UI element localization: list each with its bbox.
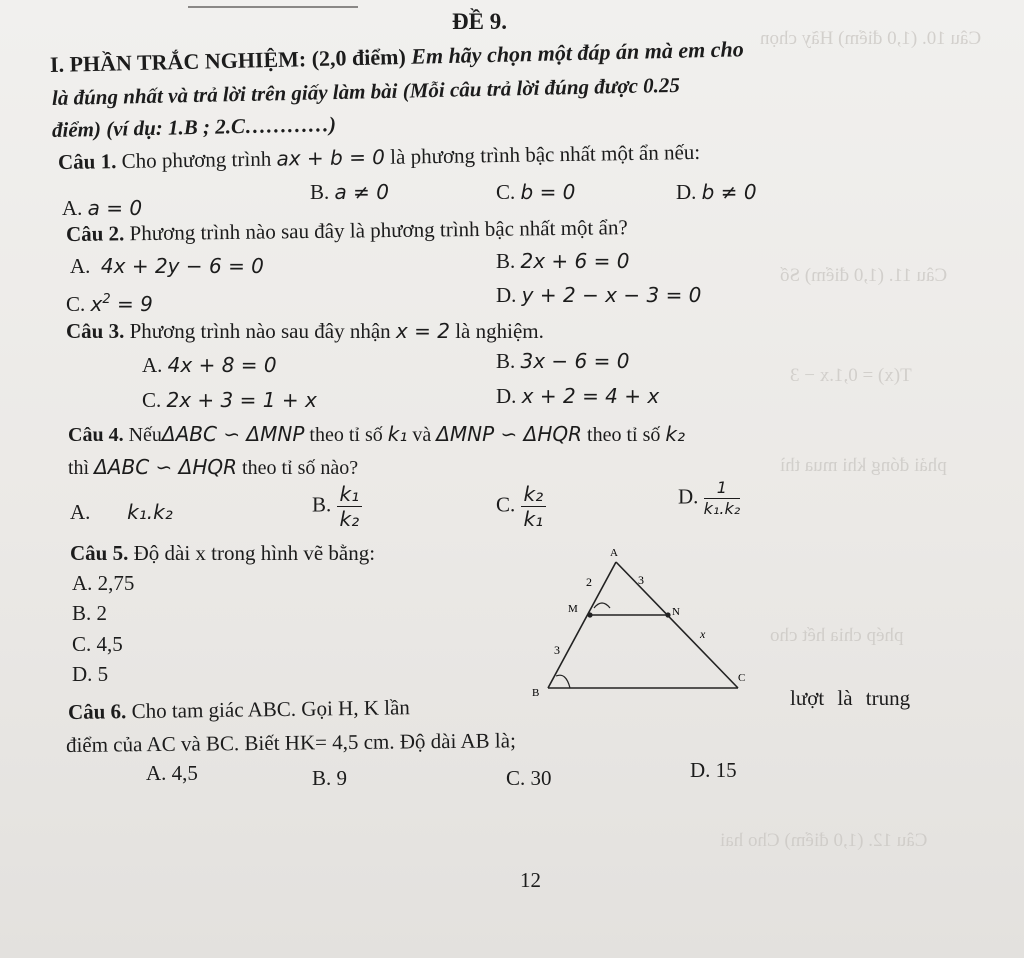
q6-option-c: C. 30 bbox=[506, 766, 552, 790]
q3-option-a: A. 4x + 8 = 0 bbox=[142, 353, 277, 377]
bleed-through-text: T(x) = 0,1.x − 3 bbox=[790, 365, 912, 386]
q6-option-b: B. 9 bbox=[312, 766, 348, 790]
label-b: B bbox=[532, 687, 540, 699]
math-expression: x = 2 bbox=[395, 319, 450, 343]
label-nc: x bbox=[700, 627, 706, 641]
bleed-through-text: Câu 11. (1,0 điểm) Số bbox=[780, 265, 948, 286]
q5-option-b: B. 2 bbox=[72, 601, 108, 625]
question-number: Câu 3. bbox=[66, 319, 125, 343]
bleed-through-text: Câu 10. (1,0 điểm) Hãy chọn bbox=[760, 28, 982, 49]
question-text: là nghiệm. bbox=[455, 319, 544, 343]
q5-option-a: A. 2,75 bbox=[72, 571, 135, 595]
section-heading bbox=[50, 36, 744, 78]
q5-option-c: C. 4,5 bbox=[72, 632, 123, 656]
side-ac bbox=[616, 562, 738, 688]
exam-title: ĐỀ 9. bbox=[452, 9, 507, 34]
q3-option-d: D. x + 2 = 4 + x bbox=[496, 384, 660, 408]
question-number: Câu 1. bbox=[57, 149, 117, 174]
q5-option-d: D. 5 bbox=[72, 662, 109, 686]
bleed-through-text: phải đóng khi mua thì bbox=[780, 455, 947, 476]
question-number: Câu 2. bbox=[65, 221, 125, 246]
q2-option-c: C. $x^2 = 9$ bbox=[66, 292, 153, 316]
section-instruction: Em hãy chọn một đáp án mà em cho bbox=[410, 36, 744, 69]
question-text: là phương trình bậc nhất một ẩn nếu: bbox=[389, 139, 701, 169]
point-m bbox=[587, 612, 592, 617]
top-rule bbox=[188, 6, 358, 8]
question-number: Câu 4. bbox=[68, 424, 124, 446]
question-text: Độ dài x trong hình vẽ bằng: bbox=[133, 541, 376, 565]
bleed-through-text: phép chia hết cho bbox=[770, 625, 904, 646]
section-instruction-line3: điểm) (ví dụ: 1.B ; 2.C…………) bbox=[51, 112, 337, 142]
label-a: A bbox=[610, 547, 618, 559]
question-6 bbox=[68, 695, 410, 725]
question-text: Phương trình nào sau đây là phương trình bậc nhất một ẩn? bbox=[129, 215, 628, 246]
q1-option-b: B. a ≠ 0 bbox=[310, 180, 389, 204]
question-1 bbox=[58, 140, 701, 175]
question-6-line2: điểm của AC và BC. Biết HK= 4,5 cm. Độ dài AB là; bbox=[65, 728, 516, 757]
q1-option-d: D. b ≠ 0 bbox=[676, 180, 757, 204]
question-4: Câu 4. NếuΔABC ∽ ΔMNP theo tỉ số k₁ và ΔMNP ∽ ΔHQR theo tỉ số k₂ bbox=[68, 422, 685, 446]
q2-option-a: A. 4x + 2y − 6 = 0 bbox=[70, 254, 264, 278]
label-mb: 3 bbox=[554, 643, 560, 657]
question-2 bbox=[66, 215, 628, 247]
math-expression: ax + b = 0 bbox=[276, 144, 386, 171]
question-5 bbox=[70, 541, 375, 566]
question-text: Phương trình nào sau đây nhận bbox=[129, 319, 391, 343]
label-c: C bbox=[738, 672, 746, 684]
question-4-line2: thì ΔABC ∽ ΔHQR theo tỉ số nào? bbox=[68, 455, 359, 479]
q4-option-d: D. $\frac{1}{\text{k₁.k₂}}$ bbox=[678, 478, 741, 518]
angle-arc-b bbox=[556, 675, 570, 688]
question-number: Câu 5. bbox=[70, 541, 129, 565]
q3-option-b: B. 3x − 6 = 0 bbox=[496, 349, 630, 373]
q4-option-b: B. $\frac{\text{k₁}}{\text{k₂}}$ bbox=[312, 484, 362, 529]
section-title: I. PHẦN TRẮC NGHIỆM: (2,0 điểm) bbox=[49, 43, 407, 77]
label-n: N bbox=[672, 606, 680, 618]
q1-option-a: A. a = 0 bbox=[62, 196, 143, 220]
triangle-figure bbox=[520, 540, 770, 700]
q2-option-b: B. 2x + 6 = 0 bbox=[496, 249, 630, 273]
question-number: Câu 6. bbox=[67, 699, 127, 724]
page-number: 12 bbox=[520, 868, 541, 892]
q4-option-a: A. k₁.k₂ bbox=[70, 500, 173, 524]
point-n bbox=[665, 612, 670, 617]
label-am: 2 bbox=[586, 575, 592, 589]
question-6-continued: lượt là trung bbox=[790, 686, 911, 710]
label-an: 3 bbox=[638, 573, 644, 587]
question-text: Cho tam giác ABC. Gọi H, K lần bbox=[131, 695, 410, 724]
q6-option-d: D. 15 bbox=[690, 758, 737, 782]
q2-option-d: D. y + 2 − x − 3 = 0 bbox=[496, 283, 702, 307]
bleed-through-text: Câu 12. (1,0 điểm) Cho hai bbox=[720, 830, 928, 851]
side-ab bbox=[548, 562, 616, 688]
question-3 bbox=[66, 319, 544, 344]
angle-arc-m bbox=[594, 603, 610, 608]
q1-option-c: C. b = 0 bbox=[496, 180, 576, 204]
section-instruction-line2: là đúng nhất và trả lời trên giấy làm bài (Mỗi câu trả lời đúng được 0.25 bbox=[51, 72, 681, 110]
q4-option-c: C. $\frac{\text{k₂}}{\text{k₁}}$ bbox=[496, 484, 546, 529]
q6-option-a: A. 4,5 bbox=[146, 761, 198, 785]
q3-option-c: C. 2x + 3 = 1 + x bbox=[142, 388, 317, 412]
question-text: Cho phương trình bbox=[121, 146, 272, 173]
label-m: M bbox=[568, 603, 578, 615]
